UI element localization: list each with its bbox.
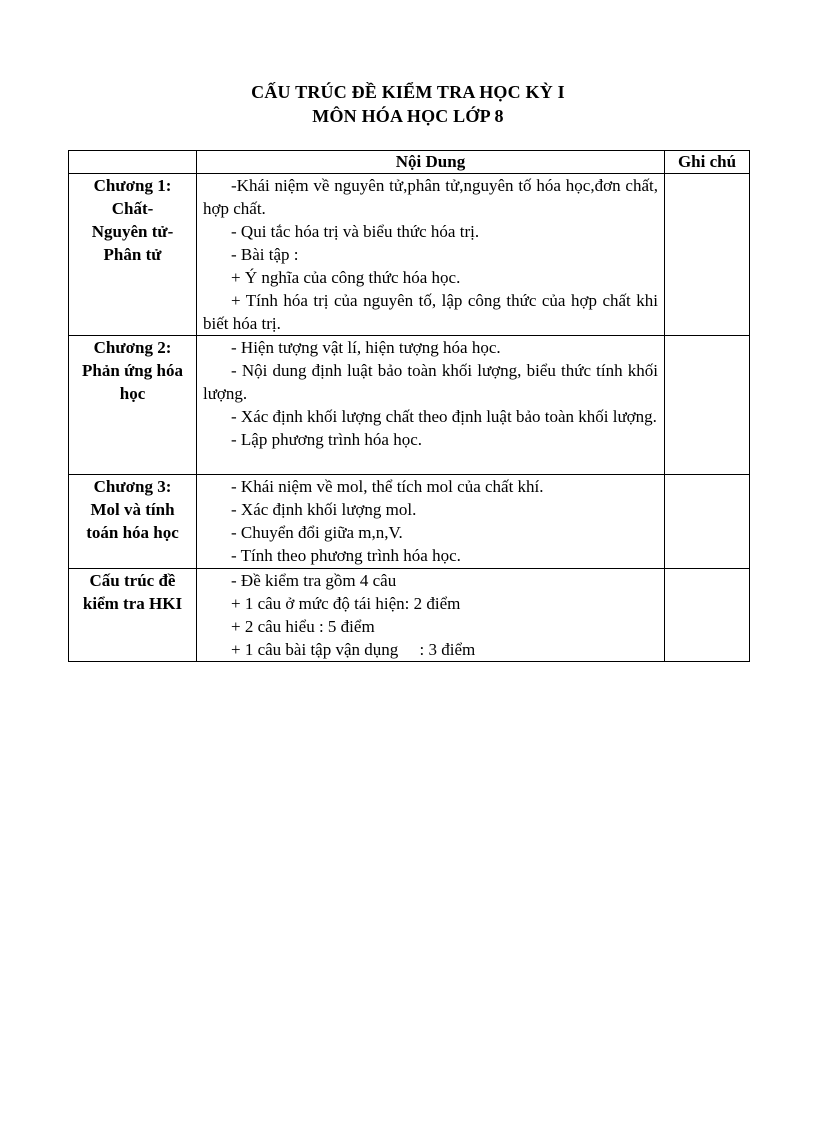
note-cell xyxy=(665,475,750,569)
chapter-label: Phản ứng hóa xyxy=(82,361,183,380)
content-line: - Khái niệm về mol, thể tích mol của chất khí. xyxy=(231,477,544,496)
header-chapter xyxy=(69,151,197,174)
chapter-cell xyxy=(69,174,197,336)
note-cell xyxy=(665,174,750,336)
header-content: Nội Dung xyxy=(197,151,665,174)
content-line: - Xác định khối lượng chất theo định luật bảo toàn khối lượng. xyxy=(231,407,657,426)
content-line: - Xác định khối lượng mol. xyxy=(231,500,417,519)
content-line: -Khái niệm về nguyên tử,phân tử,nguyên tố hóa học,đơn chất, hợp chất. xyxy=(203,176,658,218)
content-line: + Ý nghĩa của công thức hóa học. xyxy=(231,268,461,287)
note-cell xyxy=(665,336,750,475)
content-line: + 1 câu ở mức độ tái hiện: 2 điểm xyxy=(231,594,461,613)
header-note: Ghi chú xyxy=(665,151,750,174)
chapter-cell xyxy=(69,569,197,662)
chapter-label: Chương 1: xyxy=(93,176,172,195)
exam-structure-table xyxy=(68,150,750,662)
table-row xyxy=(69,336,750,475)
content-cell xyxy=(197,569,665,662)
document-title xyxy=(0,80,816,128)
chapter-cell xyxy=(69,336,197,475)
chapter-label: Nguyên tử- xyxy=(91,222,174,241)
table-row xyxy=(69,569,750,662)
content-line: - Lập phương trình hóa học. xyxy=(231,430,422,449)
title-line-1: CẤU TRÚC ĐỀ KIỂM TRA HỌC KỲ I xyxy=(251,82,565,102)
chapter-label: Chất- xyxy=(111,199,154,218)
chapter-cell xyxy=(69,475,197,569)
content-line: - Chuyển đổi giữa m,n,V. xyxy=(231,523,403,542)
content-line: - Nội dung định luật bảo toàn khối lượng, biểu thức tính khối lượng. xyxy=(203,361,658,403)
table-header-row xyxy=(69,151,750,174)
chapter-label: Chương 3: xyxy=(93,477,172,496)
content-line: - Qui tắc hóa trị và biểu thức hóa trị. xyxy=(231,222,480,241)
chapter-label: toán hóa học xyxy=(86,523,179,542)
content-cell xyxy=(197,174,665,336)
chapter-label: kiểm tra HKI xyxy=(82,594,183,613)
content-line: - Tính theo phương trình hóa học. xyxy=(231,546,461,565)
chapter-label: học xyxy=(119,384,146,403)
content-cell xyxy=(197,475,665,569)
content-line: - Đề kiểm tra gồm 4 câu xyxy=(231,571,397,590)
content-line: + Tính hóa trị của nguyên tố, lập công thức của hợp chất khi biết hóa trị. xyxy=(203,291,658,333)
note-cell xyxy=(665,569,750,662)
content-line: + 1 câu bài tập vận dụng : 3 điểm xyxy=(231,640,476,659)
chapter-label: Phân tử xyxy=(103,245,162,264)
chapter-label: Cấu trúc đề xyxy=(89,571,176,590)
title-line-2: MÔN HÓA HỌC LỚP 8 xyxy=(312,106,504,126)
table-row xyxy=(69,475,750,569)
content-line: + 2 câu hiểu : 5 điểm xyxy=(231,617,375,636)
content-line: - Hiện tượng vật lí, hiện tượng hóa học. xyxy=(231,338,501,357)
chapter-label: Chương 2: xyxy=(93,338,172,357)
chapter-label: Mol và tính xyxy=(90,500,175,519)
content-cell xyxy=(197,336,665,475)
table-row xyxy=(69,174,750,336)
content-line: - Bài tập : xyxy=(231,245,299,264)
